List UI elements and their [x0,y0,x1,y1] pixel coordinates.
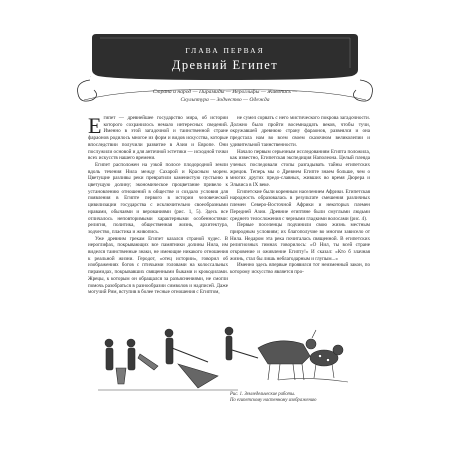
chapter-subtitle [80,89,370,104]
paragraph: Именно здесь впервые проявился тот неизменный закон, по которому искусство является про- [230,262,370,276]
subtitle-line-2: Скульптура — Зодчество — Одежда [180,96,270,103]
right-column [230,115,370,315]
paragraph: Египет расположен на узкой полосе плодородной земли вдоль течения Нила между Сахарой и Красным морем. Цветущие разливы реки превратили каменистую пустыню в цветущую долину; экономическое процветание привело к установлению отношений в обществе и создало условия для появления в Египте первого в истории человеческой цивилизации государства с исключительно своеобразными нравами, обычаями и верованиями (рис. 1, 5). Здесь все отличалось неповторимыми характерными особенностями: религия, политика, общественная жизнь, архитектура, зодчество, пластика и живопись. [88,161,228,235]
chapter-title: Древний Египет [171,58,279,72]
caption-line-1: Рис. 1. Земледельческие работы. [230,392,296,397]
subtitle-line-1: Страна и народ — Пирамиды — Иероглифы — Живопись — [152,89,298,95]
paragraph: Первые поселенцы подчинили свою жизнь местным природным условиям; их благополучие во многом зависело от Нила. Недаром эта река почиталась священной. В египетских религиозных гимнах говорилось: «О Нил, ты всей стране откровение и оживление Египту!» И сказал: «Кто б злачная жизнь, стал бы лишь неблагодарным и глупым...» [230,222,370,262]
drop-cap: Е [88,113,102,138]
chapter-number: ГЛАВА ПЕРВАЯ [185,46,265,55]
paragraph: Египетские были коренным населением Африки. Египетская народность образовалась в результате смешения различных племен Северо-Восточной Африки и некоторых племен Передней Азии. Древние египтяне были смуглыми людьми среднего телосложения с черными гладкими волосами (рис. 4). [230,188,370,222]
figure-caption [230,392,370,404]
paragraph: Египет — древнейшее государство мира, об истории которого сохранилось немало интересных сведений. Именно в этой загадочной и таинственной стране фараонов родилось многое из форм и видов искусства, которые впоследствии получили развитие в Азии и Европе. Они послужили основой и для античной эстетики — исходной точки всех искусств нашего времени. [88,113,228,162]
caption-line-2: По египетскому настенному изображению [230,398,317,404]
paragraph: Уже древним грекам Египет казался страной чудес. В иероглифах, покрывающих все памятники долины Нила, им виделся таинственные знаки, не имеющие никакого отношения к реальной жизни. Геродот, «отец истории», говорил об изображениях богов с птичьими головами на колоссальных пирамидах, покрывавших священными быками и крокодилами. Жрецы, к которым он обращался за разъяснениями, не смогли помочь разобраться в разнообразии символов и надписей. Даже могучий Рим, вступив в более тесные отношения с Египтом, [88,235,228,296]
agricultural-work-illustration [88,318,372,428]
left-column [88,115,228,296]
paragraph: не сумел сорвать с него мистического покрова загадочности. Должно было пройти восемнадцать веков, чтобы тучи, окружавшей древнюю страну фараонов, развеялся и она предстала нам во всем своем сказочном великолепии и удивительной таинственности. [230,115,370,148]
paragraph: Начало первым серьезным исследованиям Египта положила, как известно, Египетская экспедиция Наполеона. Целый плеяда ученых последовали стопы разгадывать тайны египетских жрецов. Теперь мы о Древнем Египте знаем больше, чем о многих других предо-славных, живших во время Дюрера и Эльвиса в IX веке. [230,148,370,189]
